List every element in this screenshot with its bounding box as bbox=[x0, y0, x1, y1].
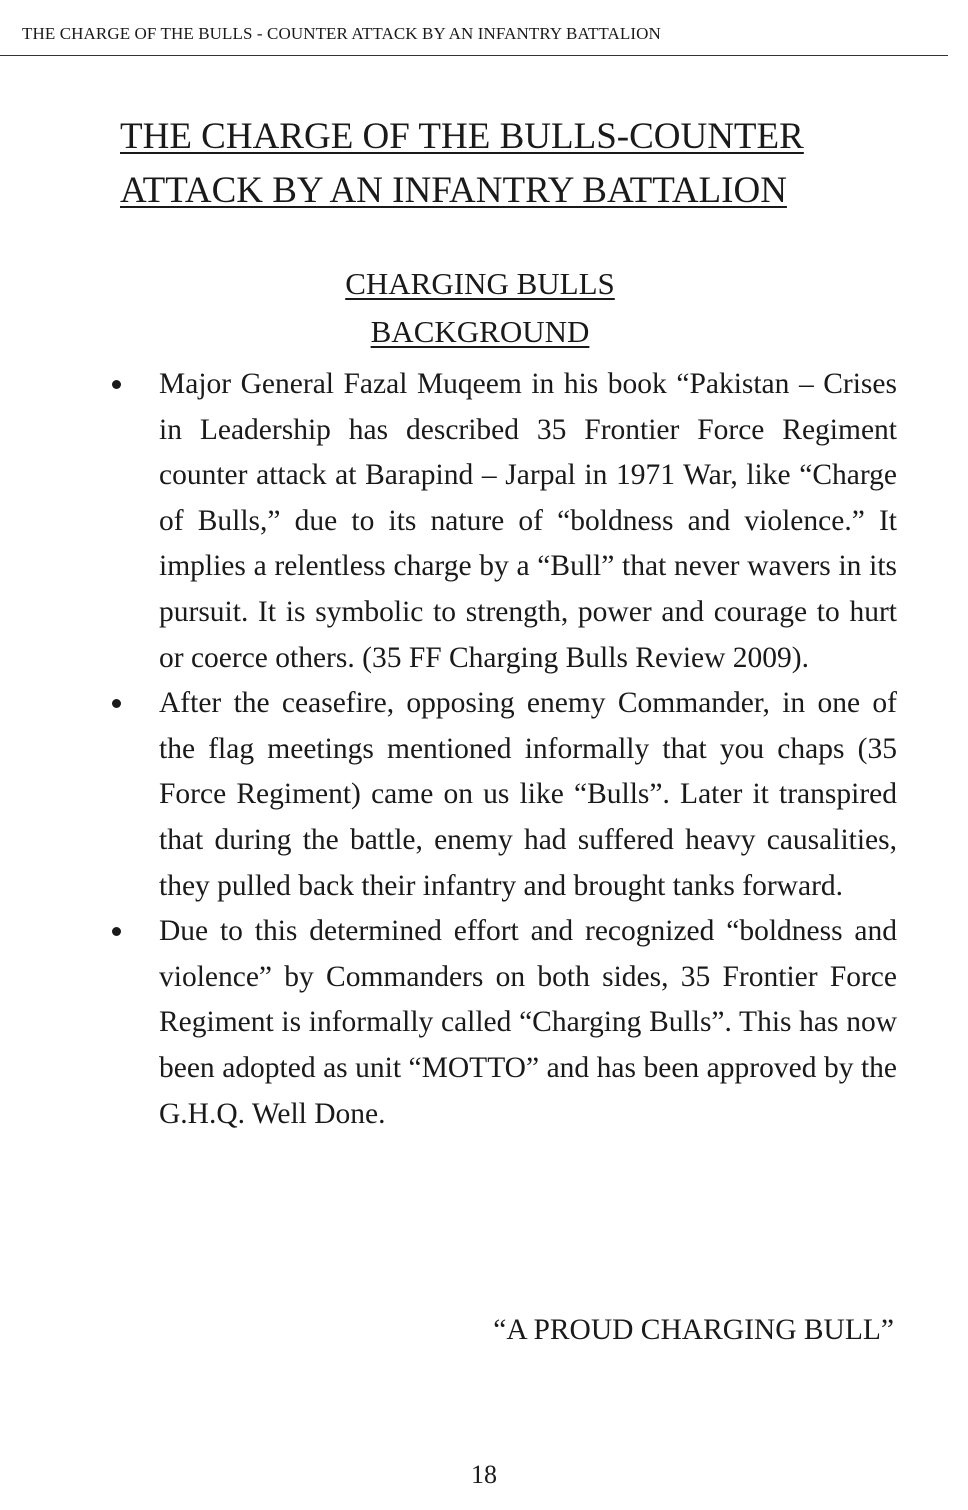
bullet-dot-icon bbox=[112, 927, 121, 936]
bullet-text: Major General Fazal Muqeem in his book “Pakistan – Crises in Leadership has described 35 Frontier Force Regiment counter attack at Barapind – Jarpal in 1971 War, like “Charge of Bulls,” due to its nature of “boldness and violence.” It implies a relentless charge by a “Bull” that never wavers in its pursuit. It is symbolic to strength, power and courage to hurt or coerce others. (35 FF Charging Bulls Review 2009). bbox=[159, 368, 897, 674]
page-number: 18 bbox=[471, 1460, 497, 1489]
bullet-text: After the ceasefire, opposing enemy Commander, in one of the flag meetings mentioned informally that you chaps (35 Force Regiment) came on us like “Bulls”. Later it transpired that during the battle, enemy had suffered heavy causalities, they pulled back their infantry and brought tanks forward. bbox=[159, 687, 897, 902]
page-title bbox=[120, 110, 880, 218]
bullet-item bbox=[110, 362, 897, 681]
page-title-line-2: ATTACK BY AN INFANTRY BATTALION bbox=[120, 170, 787, 211]
section-heading: CHARGING BULLS bbox=[345, 266, 615, 301]
bullet-dot-icon bbox=[112, 380, 121, 389]
bullet-item bbox=[110, 681, 897, 909]
closing-quote: “A PROUD CHARGING BULL” bbox=[493, 1314, 894, 1346]
bullet-text: Due to this determined effort and recognized “boldness and violence” by Commanders on both sides, 35 Frontier Force Regiment is informally called “Charging Bulls”. This has now been adopted as unit “MOTTO” and has been approved by the G.H.Q. Well Done. bbox=[159, 915, 897, 1130]
bullet-dot-icon bbox=[112, 699, 121, 708]
subsection-heading: BACKGROUND bbox=[370, 314, 590, 349]
header-divider bbox=[0, 55, 948, 56]
bullet-item bbox=[110, 909, 897, 1137]
running-header: THE CHARGE OF THE BULLS - COUNTER ATTACK BY AN INFANTRY BATTALION bbox=[22, 24, 661, 43]
page-title-line-1: THE CHARGE OF THE BULLS-COUNTER bbox=[120, 116, 804, 157]
bullet-list bbox=[110, 362, 897, 1137]
